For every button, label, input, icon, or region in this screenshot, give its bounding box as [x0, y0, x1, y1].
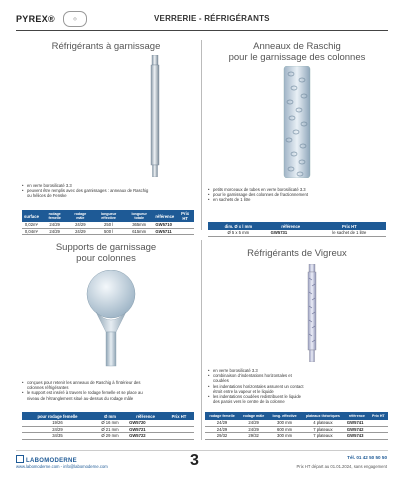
section4-table — [205, 412, 388, 440]
table-cell: 300 mm — [268, 433, 301, 440]
col-header: référence — [345, 412, 369, 420]
table-cell: 24/29 — [68, 222, 92, 228]
list-item: • le support est inséré à travers le rodage femelle et se place au niveau de l'étranglement situé au-dessus du rodage mâle — [22, 390, 152, 400]
section3-features — [22, 380, 152, 401]
reference-cell: GW5720 — [127, 420, 164, 426]
table-cell: 7 plateaux — [301, 426, 345, 433]
col-header: Prix HT — [369, 412, 388, 420]
table-cell: 34/35 — [22, 433, 93, 440]
col-header: référence — [153, 210, 176, 222]
table-header-row — [208, 222, 386, 230]
column-divider-bottom — [201, 240, 202, 440]
section2-table — [208, 222, 386, 237]
list-item: • les indentations horizontales assurent un contact étroit entre la vapeur et le liquide — [208, 384, 308, 394]
col-header: longueur totale — [125, 210, 153, 222]
column-divider-top — [201, 40, 202, 230]
section-subheading: pour colonnes — [76, 253, 136, 264]
table-cell: 7 plateaux — [301, 433, 345, 440]
table-cell: Ø 21 mm — [93, 426, 127, 433]
table-cell: 24/29 — [41, 228, 69, 235]
section-title-vigreux: Réfrigérants de Vigreux — [247, 248, 347, 259]
table-header-row — [205, 412, 388, 420]
table-cell: 365mm — [125, 222, 153, 228]
section4-features — [208, 368, 308, 404]
reference-cell: GW5731 — [269, 230, 313, 236]
table-cell: 0,02m² — [22, 222, 41, 228]
list-item: • en verre borosilicaté 3.3 — [22, 183, 152, 188]
section3-table — [22, 412, 194, 440]
table-row — [205, 433, 388, 440]
col-header: Prix HT — [176, 210, 194, 222]
section1-features — [22, 183, 152, 199]
col-header: Prix HT — [313, 222, 386, 230]
table-cell: 24/29 — [239, 420, 268, 426]
logo-mark-icon — [16, 455, 24, 463]
col-header: référence — [127, 412, 164, 420]
table-cell: Ø 16 mm — [93, 420, 127, 426]
packed-condenser-image — [140, 55, 170, 177]
table-cell: 300 mm — [268, 420, 301, 426]
price-cell — [369, 433, 388, 440]
section-title-raschig-rings — [206, 41, 388, 63]
vigreux-column-image — [300, 264, 324, 362]
table-cell: 250 l — [92, 222, 125, 228]
table-cell: 19/26 — [22, 420, 93, 426]
price-cell — [176, 228, 194, 235]
reference-cell: GW5741 — [345, 420, 369, 426]
table-cell: 24/29 — [68, 228, 92, 235]
table-cell: 29/32 — [205, 433, 239, 440]
table-cell: 24/29 — [22, 426, 93, 433]
table-cell: Ø 5 x 5 mm — [208, 230, 269, 236]
quality-seal-icon: ◎ — [63, 11, 87, 27]
price-cell: le sachet de 1 litre — [313, 230, 386, 236]
col-header: rodage mâle — [68, 210, 92, 222]
header-divider — [16, 30, 388, 31]
section1-table — [22, 210, 194, 235]
table-cell: 0,04m² — [22, 228, 41, 235]
table-cell: 615mm — [125, 228, 153, 235]
footer-contact: www.labomoderne.com - info@labomoderne.com — [16, 464, 108, 469]
table-cell: 24/29 — [239, 426, 268, 433]
list-item: • peuvent être remplis avec des garnissages : anneaux de Raschig ou hélices de Fenske — [22, 188, 152, 198]
list-item: • les indentations coudées redistribuent le liquide des parois vers le centre de la colonne — [208, 394, 308, 404]
col-header: dim. Ø x l mm — [208, 222, 269, 230]
footer-divider — [16, 450, 388, 451]
price-cell — [164, 433, 194, 440]
list-item: • en sachets de 1 litre — [208, 197, 328, 202]
reference-cell: GW5721 — [127, 426, 164, 433]
section-heading: Supports de garnissage — [55, 242, 157, 253]
footer-terms: Prix HT départ au 01.01.2024, sans engagement — [296, 464, 387, 469]
section-title-packing-supports — [16, 242, 196, 264]
labomoderne-logo — [16, 455, 77, 464]
page-title: VERRERIE - RÉFRIGÉRANTS — [154, 14, 270, 23]
section-heading: Anneaux de Raschig — [253, 41, 341, 52]
col-header: rodage mâle — [239, 412, 268, 420]
table-row — [22, 228, 194, 235]
table-cell: Ø 29 mm — [93, 433, 127, 440]
col-header: Prix HT — [164, 412, 194, 420]
col-header: longueur effective — [92, 210, 125, 222]
reference-cell: GW5722 — [127, 433, 164, 440]
table-cell: 4 plateaux — [301, 420, 345, 426]
list-item: • combinaison d'indentations horizontales et coudées — [208, 373, 308, 383]
col-header: rodage femelle — [205, 412, 239, 420]
table-cell: 600 mm — [268, 426, 301, 433]
brand-logo: PYREX® — [16, 14, 55, 24]
col-header: surface — [22, 210, 41, 222]
col-header: référence — [269, 222, 313, 230]
col-header: Ø mm — [93, 412, 127, 420]
reference-cell: GW5710 — [153, 222, 176, 228]
table-cell: 29/32 — [239, 433, 268, 440]
list-item: • conçues pour retenir les anneaux de Raschig à l'intérieur des colonnes réfrigérantes — [22, 380, 152, 390]
page-header — [16, 10, 388, 30]
section2-features — [208, 187, 328, 203]
list-item: • pour le garnissage des colonnes de fractionnement — [208, 192, 328, 197]
list-item: • petits morceaux de tubes en verre borosilicaté 3.3 — [208, 187, 328, 192]
packing-support-image — [86, 270, 136, 368]
raschig-rings-image — [278, 66, 316, 178]
col-header: long. effective — [268, 412, 301, 420]
table-cell: 24/29 — [205, 426, 239, 433]
section-title-reflux-packing: Réfrigérants à garnissage — [51, 41, 161, 52]
table-header-row — [22, 412, 194, 420]
reference-cell: GW5711 — [153, 228, 176, 235]
col-header: rodage femelle — [41, 210, 69, 222]
table-cell: 24/29 — [41, 222, 69, 228]
reference-cell: GW5742 — [345, 426, 369, 433]
table-cell: 24/29 — [205, 420, 239, 426]
table-header-row — [22, 210, 194, 222]
footer-phone: Tél. 01 42 50 50 50 — [347, 455, 387, 460]
page-number: 3 — [190, 452, 199, 469]
col-header: plateaux théoriques — [301, 412, 345, 420]
list-item: • en verre borosilicaté 3.3 — [208, 368, 308, 373]
col-header: pour rodage femelle — [22, 412, 93, 420]
logo-text: LABOMODERNE — [26, 458, 77, 464]
table-row — [22, 433, 194, 440]
section-subheading: pour le garnissage des colonnes — [228, 52, 366, 63]
table-row — [208, 230, 386, 236]
reference-cell: GW5743 — [345, 433, 369, 440]
table-cell: 500 l — [92, 228, 125, 235]
